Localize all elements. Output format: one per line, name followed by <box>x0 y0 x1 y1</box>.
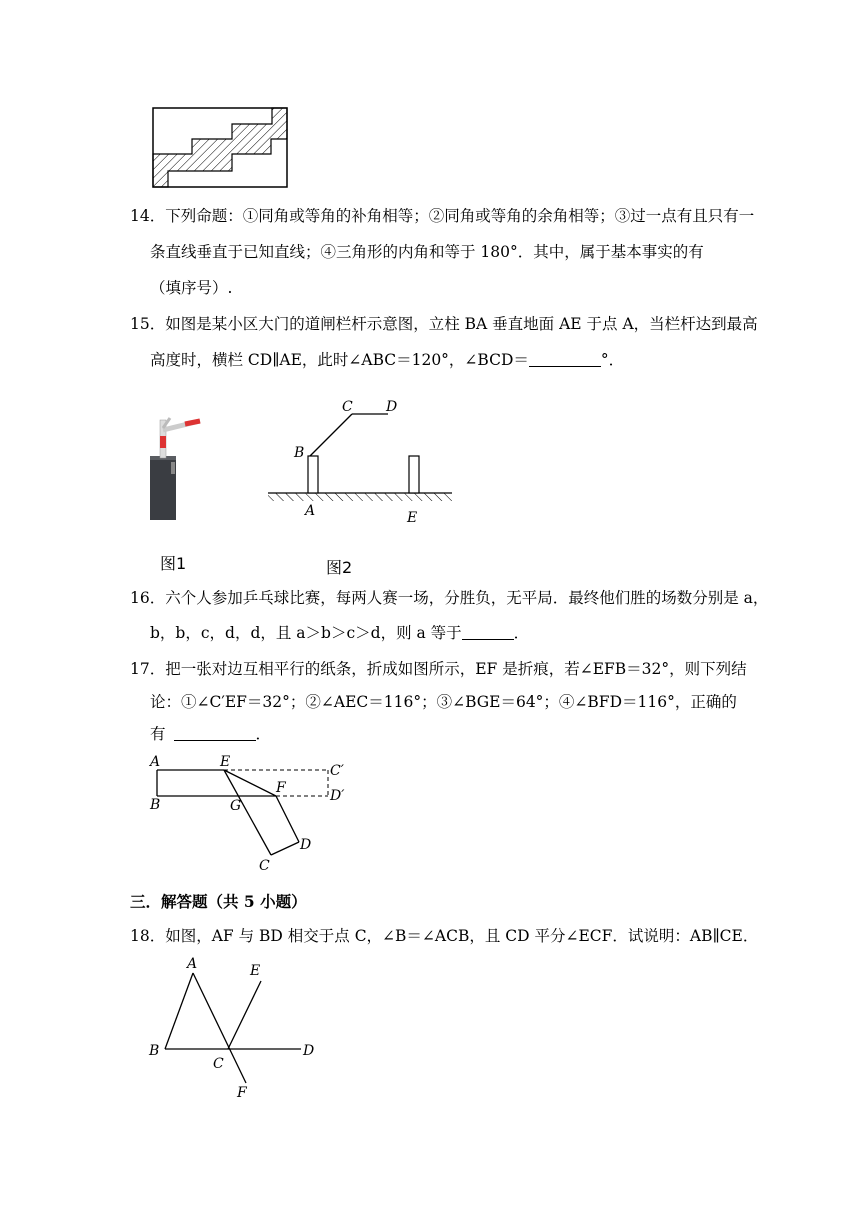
q17-label-A: A <box>150 754 161 770</box>
fig2-caption: 图2 <box>326 558 353 577</box>
q17-label-D-prime: D′ <box>330 788 345 804</box>
section-3-title: 三．解答题（共 5 小题） <box>130 892 307 911</box>
q14-line-1: 14．下列命题：①同角或等角的补角相等；②同角或等角的余角相等；③过一点有且只有一 <box>130 207 755 225</box>
q18-line-1: 18．如图，AF 与 BD 相交于点 C，∠B＝∠ACB，且 CD 平分∠ECF．试说明：AB∥CE． <box>130 927 759 945</box>
q16-line-1: 16．六个人参加乒乓球比赛，每两人赛一场，分胜负，无平局．最终他们胜的场数分别是 a， <box>130 589 769 607</box>
q17-label-G: G <box>230 798 242 814</box>
q17-label-F: F <box>276 780 286 796</box>
fig2-label-E: E <box>407 510 418 526</box>
q17-line-3-end: ． <box>255 725 272 743</box>
q17-label-C: C <box>259 858 270 874</box>
fig2-label-B: B <box>294 445 305 461</box>
q18-label-D: D <box>303 1043 315 1059</box>
q17-label-C-prime: C′ <box>330 763 344 779</box>
q17-label-E: E <box>220 754 231 770</box>
fig2-label-A: A <box>305 503 316 519</box>
q17-label-D: D <box>300 837 312 853</box>
q14-line-2: 条直线垂直于已知直线；④三角形的内角和等于 180°．其中，属于基本事实的有 <box>150 243 704 261</box>
q17-line-2: 论：①∠C′EF＝32°；②∠AEC＝116°；③∠BGE＝64°；④∠BFD＝116°，正确的 <box>150 693 737 711</box>
q15-line-2-text: 高度时，横栏 CD∥AE，此时∠ABC＝120°，∠BCD＝ <box>150 351 529 369</box>
q15-line-2-end: °． <box>600 351 625 369</box>
q16-line-2-text: b，b，c，d，d，且 a＞b＞c＞d，则 a 等于 <box>150 624 462 642</box>
q18-label-F: F <box>237 1085 247 1101</box>
q14-line-3: （填序号）. <box>150 279 233 297</box>
fig2-label-C: C <box>342 399 353 415</box>
q17-line-1: 17．把一张对边互相平行的纸条，折成如图所示，EF 是折痕，若∠EFB＝32°，则下列结 <box>130 660 747 678</box>
q18-label-B: B <box>149 1043 160 1059</box>
q17-label-B: B <box>150 797 161 813</box>
fig1-caption: 图1 <box>160 554 187 573</box>
q18-label-E: E <box>250 963 261 979</box>
q17-line-3-text: 有 <box>150 725 166 743</box>
q16-line-2-end: ． <box>513 624 530 642</box>
q18-label-C: C <box>213 1056 224 1072</box>
q18-label-A: A <box>187 956 198 972</box>
q15-line-1: 15．如图是某小区大门的道闸栏杆示意图，立柱 BA 垂直地面 AE 于点 A，当栏杆达到最高 <box>130 315 758 333</box>
fig2-label-D: D <box>386 399 398 415</box>
